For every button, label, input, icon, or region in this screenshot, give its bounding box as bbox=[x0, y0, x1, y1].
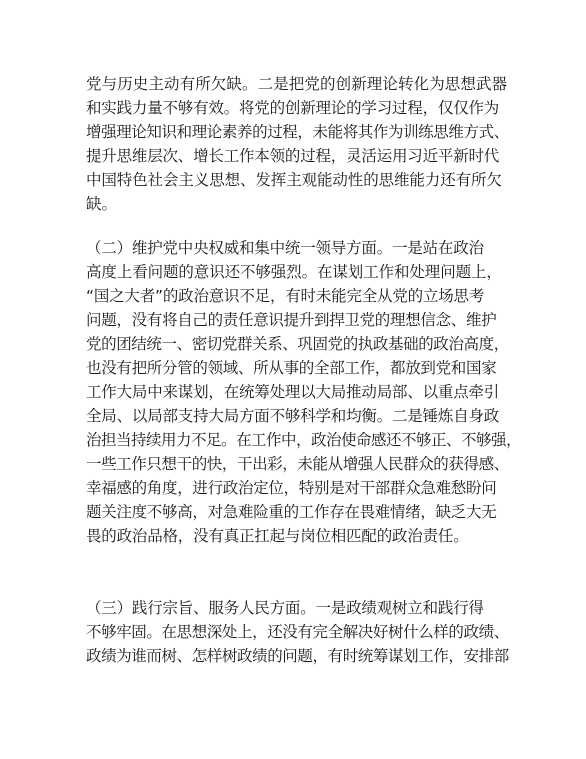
paragraph-line: 题关注度不够高，对急难险重的工作存在畏难情绪，缺乏大无 bbox=[86, 503, 497, 521]
paragraph-line: 政绩为谁而树、怎样树政绩的问题，有时统筹谋划工作，安排部 bbox=[86, 647, 509, 665]
paragraph-line: 高度上看问题的意识还不够强烈。在谋划工作和处理问题上， bbox=[86, 263, 502, 281]
paragraph-line: 不够牢固。在思想深处上，还没有完全解决好树什么样的政绩、 bbox=[86, 623, 509, 641]
paragraph-line: 和实践力量不够有效。将党的创新理论的学习过程，仅仅作为 bbox=[86, 99, 500, 117]
paragraph-2 bbox=[86, 236, 522, 548]
paragraph-1 bbox=[86, 72, 509, 216]
paragraph-line: 全局、以局部支持大局方面不够科学和均衡。二是锤炼自身政 bbox=[86, 407, 500, 425]
paragraph-line: （三）践行宗旨、服务人民方面。一是政绩观树立和践行得 bbox=[86, 599, 484, 617]
paragraph-line: 一些工作只想干的快，干出彩，未能从增强人民群众的获得感、 bbox=[86, 455, 509, 473]
paragraph-line: 也没有把所分管的领域、所从事的全部工作，都放到党和国家 bbox=[86, 359, 497, 377]
paragraph-line: 增强理论知识和理论素养的过程，未能将其作为训练思维方式、 bbox=[86, 123, 509, 141]
paragraph-line: 问题，没有将自己的责任意识提升到捍卫党的理想信念、维护 bbox=[86, 311, 497, 329]
paragraph-line: 提升思维层次、增长工作本领的过程，灵活运用习近平新时代 bbox=[86, 147, 500, 165]
paragraph-line: 幸福感的角度，进行政治定位，特别是对干部群众急难愁盼问 bbox=[86, 479, 497, 497]
paragraph-line: 中国特色社会主义思想、发挥主观能动性的思维能力还有所欠 bbox=[86, 171, 502, 189]
paragraph-line: 畏的政治品格，没有真正扛起与岗位相匹配的政治责任。 bbox=[86, 527, 469, 545]
paragraph-line: 缺。 bbox=[86, 195, 118, 213]
paragraph-3 bbox=[86, 596, 509, 668]
paragraph-line: 治担当持续用力不足。在工作中，政治使命感还不够正、不够强， bbox=[86, 431, 522, 449]
paragraph-line: 工作大局中来谋划，在统筹处理以大局推动局部、以重点牵引 bbox=[86, 383, 500, 401]
paragraph-line: 党的团结统一、密切党群关系、巩固党的执政基础的政治高度， bbox=[86, 335, 509, 353]
paragraph-line: “国之大者”的政治意识不足，有时未能完全从党的立场思考 bbox=[86, 287, 485, 305]
paragraph-line: （二）维护党中央权威和集中统一领导方面。一是站在政治 bbox=[86, 239, 484, 257]
paragraph-line: 党与历史主动有所欠缺。二是把党的创新理论转化为思想武器 bbox=[86, 75, 508, 93]
